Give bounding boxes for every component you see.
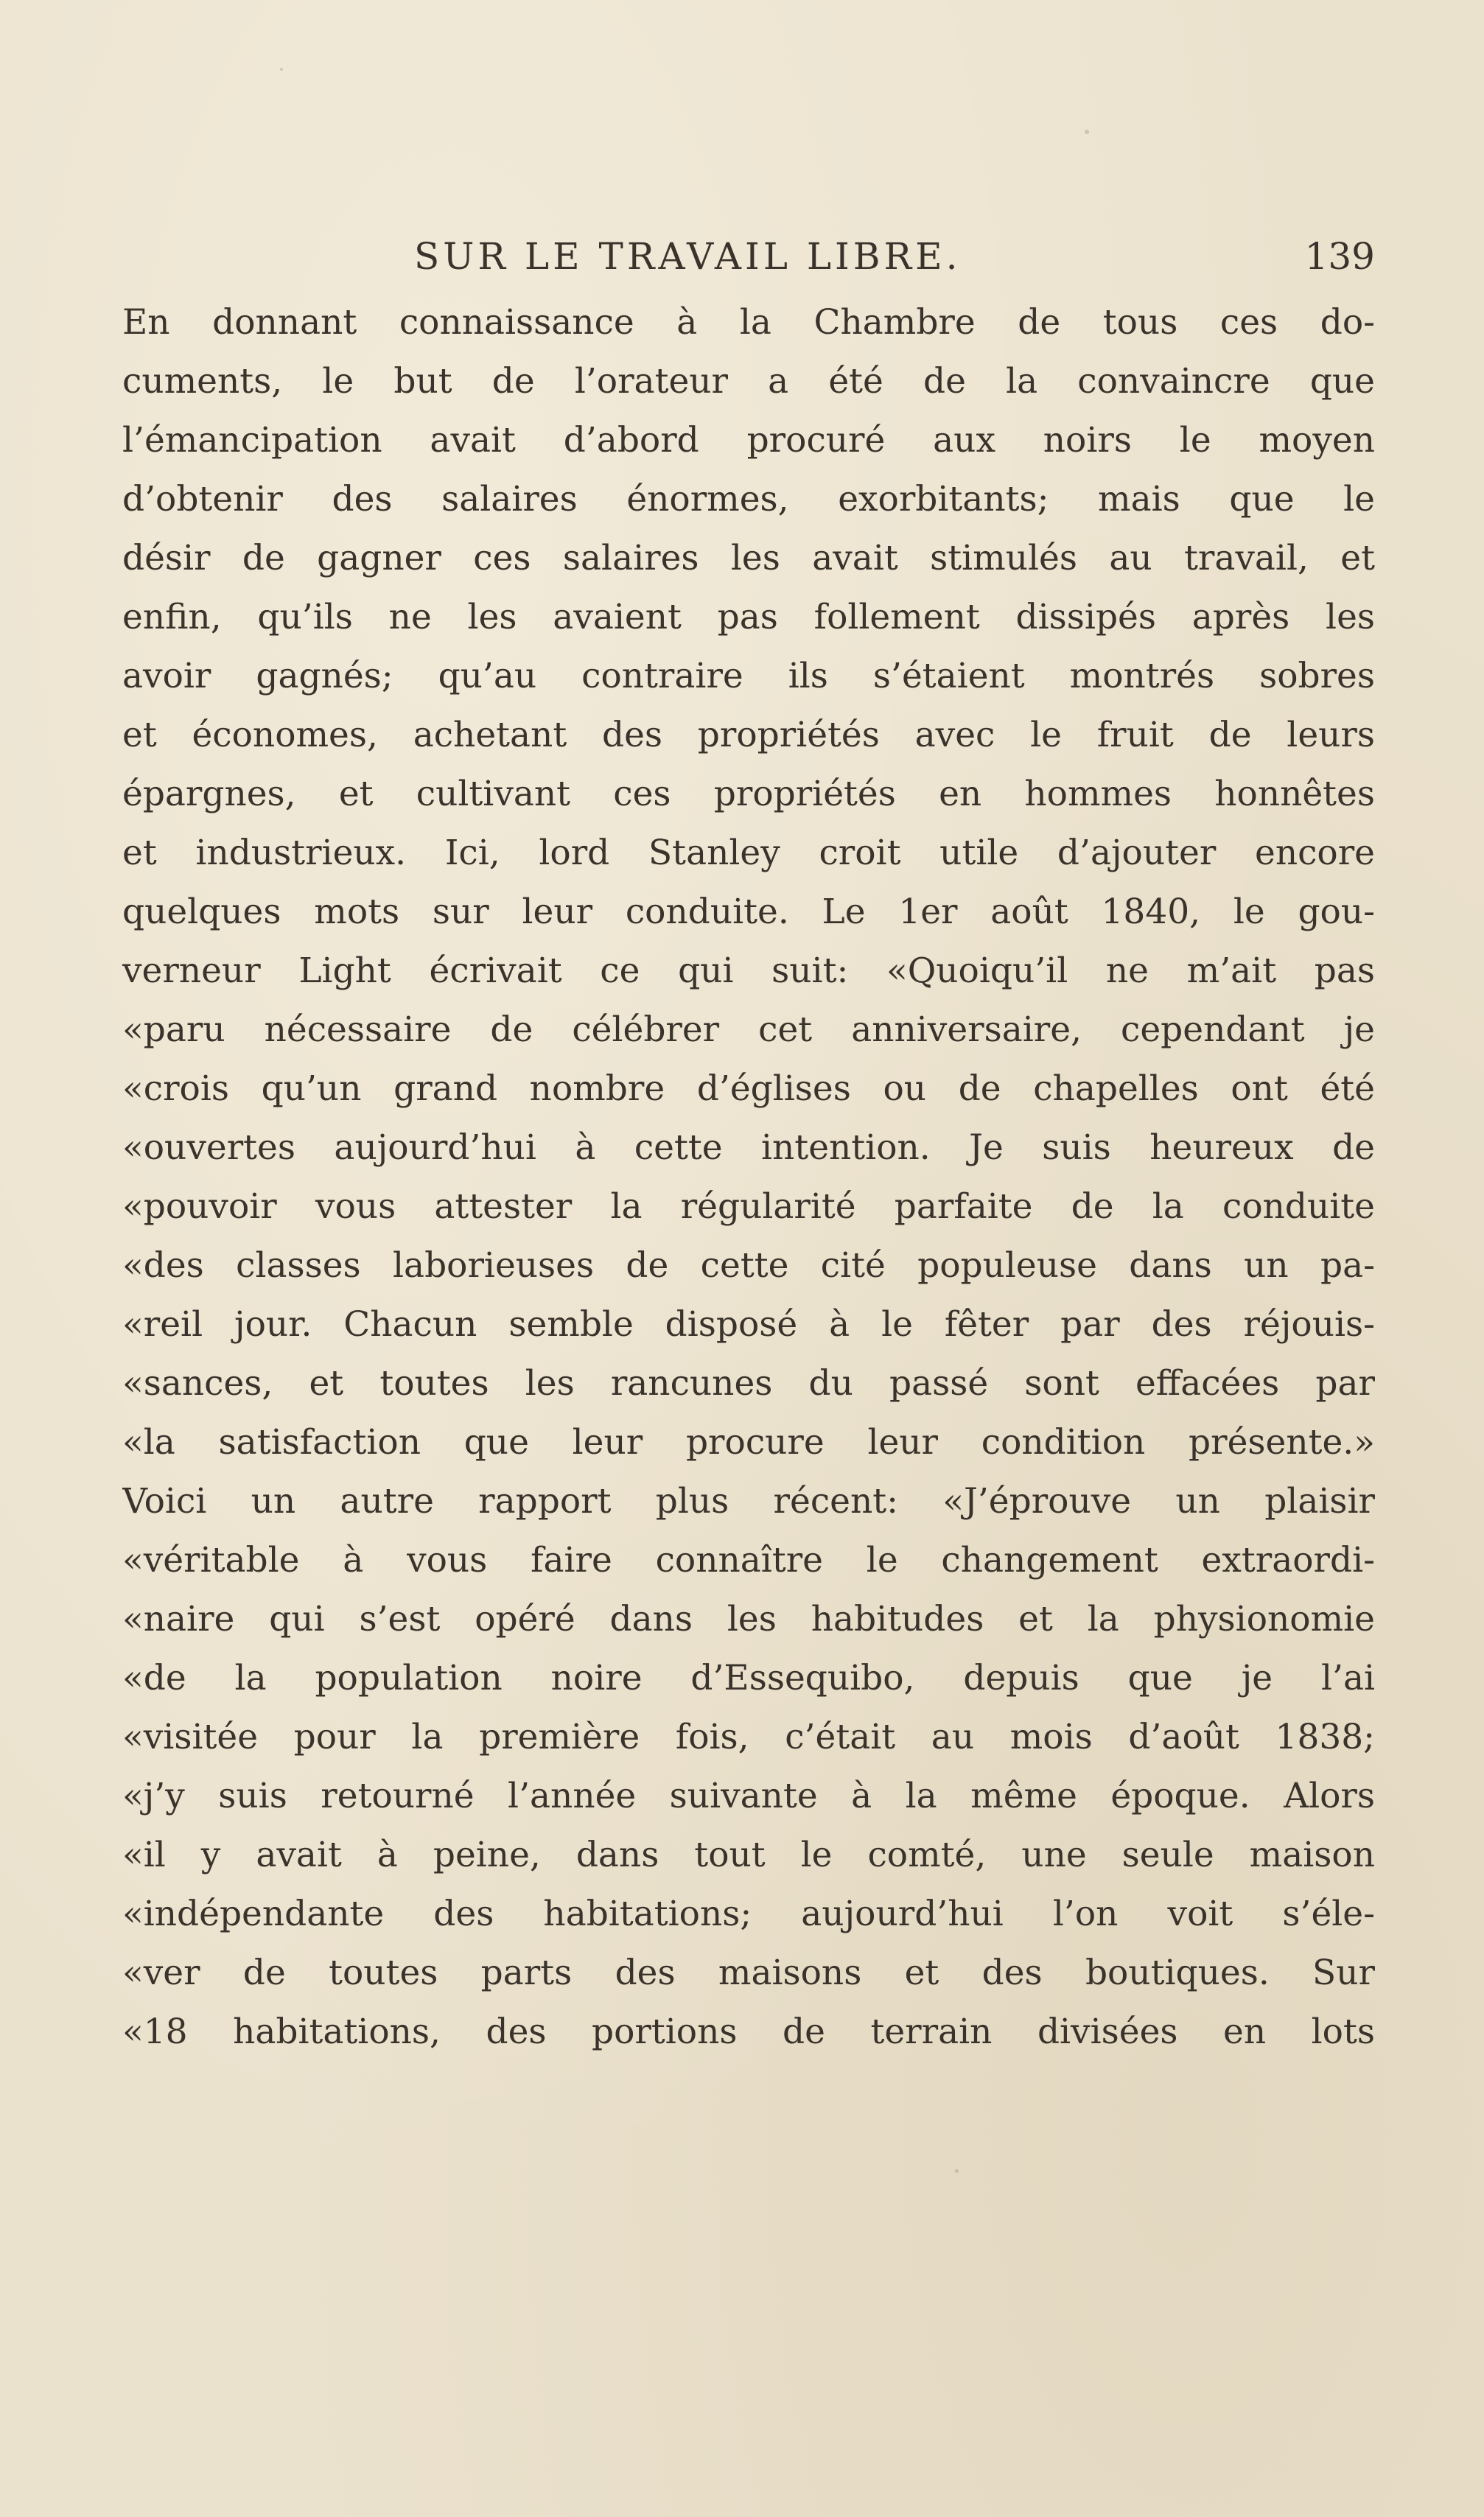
- paper-speck: [1085, 130, 1089, 134]
- text-line: cuments, le but de l’orateur a été de la convaincre que: [122, 361, 1375, 402]
- text-line: Voici un autre rapport plus récent: «J’éprouve un plaisir: [122, 1481, 1375, 1522]
- text-line: «18 habitations, des portions de terrain divisées en lots: [122, 2012, 1375, 2052]
- text-line: d’obtenir des salaires énormes, exorbitants; mais que le: [122, 479, 1375, 519]
- paper-speck: [955, 2169, 959, 2173]
- text-line: l’émancipation avait d’abord procuré aux noirs le moyen: [122, 420, 1375, 461]
- text-line: «pouvoir vous attester la régularité parfaite de la conduite: [122, 1186, 1375, 1227]
- body-text: [122, 293, 1375, 2062]
- running-title: SUR LE TRAVAIL LIBRE.: [414, 235, 962, 278]
- page-number: 139: [1304, 235, 1375, 278]
- text-line: et industrieux. Ici, lord Stanley croit utile d’ajouter encore: [122, 833, 1375, 873]
- text-line: épargnes, et cultivant ces propriétés en hommes honnêtes: [122, 774, 1375, 814]
- text-line: avoir gagnés; qu’au contraire ils s’étaient montrés sobres: [122, 656, 1375, 696]
- text-line: «de la population noire d’Essequibo, depuis que je l’ai: [122, 1658, 1375, 1698]
- text-line: «des classes laborieuses de cette cité populeuse dans un pa-: [122, 1245, 1375, 1286]
- text-line: enfin, qu’ils ne les avaient pas follement dissipés après les: [122, 597, 1375, 637]
- text-line: et économes, achetant des propriétés avec le fruit de leurs: [122, 715, 1375, 755]
- text-line: «la satisfaction que leur procure leur condition présente.»: [122, 1422, 1375, 1463]
- text-line: quelques mots sur leur conduite. Le 1er août 1840, le gou-: [122, 892, 1375, 932]
- text-line: «indépendante des habitations; aujourd’hui l’on voit s’éle-: [122, 1894, 1375, 1934]
- text-line: «il y avait à peine, dans tout le comté, une seule maison: [122, 1835, 1375, 1875]
- text-line: «ouvertes aujourd’hui à cette intention. Je suis heureux de: [122, 1127, 1375, 1168]
- running-head: [122, 234, 1375, 279]
- paper-speck: [280, 68, 283, 71]
- text-line: «véritable à vous faire connaître le changement extraordi-: [122, 1540, 1375, 1580]
- text-line: En donnant connaissance à la Chambre de tous ces do-: [122, 302, 1375, 343]
- text-line: «crois qu’un grand nombre d’églises ou de chapelles ont été: [122, 1068, 1375, 1109]
- text-line: verneur Light écrivait ce qui suit: «Quoiqu’il ne m’ait pas: [122, 951, 1375, 991]
- text-line: «visitée pour la première fois, c’était au mois d’août 1838;: [122, 1717, 1375, 1757]
- text-line: «j’y suis retourné l’année suivante à la même époque. Alors: [122, 1776, 1375, 1816]
- text-line: «paru nécessaire de célébrer cet anniversaire, cependant je: [122, 1009, 1375, 1050]
- text-line: «reil jour. Chacun semble disposé à le fêter par des réjouis-: [122, 1304, 1375, 1345]
- text-line: désir de gagner ces salaires les avait stimulés au travail, et: [122, 538, 1375, 578]
- text-line: «sances, et toutes les rancunes du passé sont effacées par: [122, 1363, 1375, 1404]
- text-line: «naire qui s’est opéré dans les habitudes et la physionomie: [122, 1599, 1375, 1639]
- text-line: «ver de toutes parts des maisons et des boutiques. Sur: [122, 1953, 1375, 1993]
